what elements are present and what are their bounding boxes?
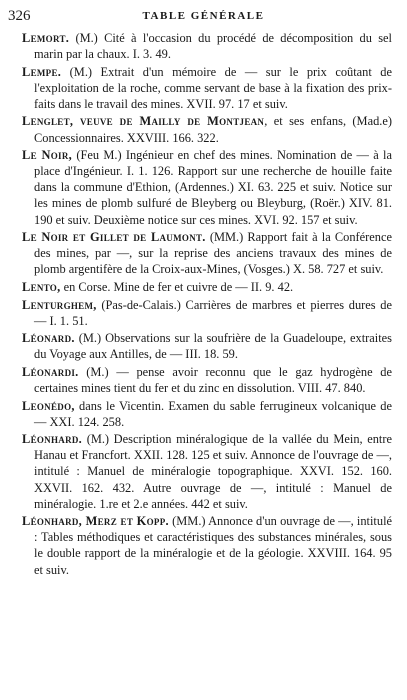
index-entry (22, 513, 392, 577)
entry-text: (MM.) Rapport fait à la Conférence des mines, par —, sur la reprise des anciens travaux des mines de plomb argentifère de la Croix-aux-Mines, (Vosges.) X. 58. 727 et suiv. (34, 230, 392, 277)
index-entry (22, 297, 392, 329)
entry-heading: Lempe. (22, 64, 62, 79)
entry-heading: Léonard. (22, 331, 75, 346)
entry-heading: Lenturghem, (22, 297, 97, 312)
index-entry (22, 431, 392, 511)
index-entry (22, 229, 392, 277)
index-entry (22, 113, 392, 145)
entry-text: dans le Vicentin. Examen du sable ferrugineux volcanique de — XXI. 124. 258. (34, 398, 392, 429)
page-number: 326 (8, 8, 31, 24)
entry-text: (M.) — pense avoir reconnu que le gaz hydrogène de certaines mines tient du fer et du zinc en dissolution. VIII. 47. 840. (34, 364, 392, 395)
entry-text: (MM.) Annonce d'un ouvrage de —, intitulé : Tables méthodiques et caractéristiques des substances minérales, sous le double rapport de la minéralogie et de la géologie. XXVIII. 164. 95 et suiv. (34, 514, 393, 577)
entry-text: (M.) Extrait d'un mémoire de — sur le prix coûtant de l'exploitation de la roche, comme servant de base à la fixation des prix-faits dans le travail des mines. XVII. 97. 17 et suiv. (34, 64, 392, 111)
index-entry (22, 30, 392, 62)
index-entry (22, 398, 392, 430)
page-header (0, 0, 407, 28)
index-entries (22, 30, 392, 579)
index-entry (22, 147, 392, 227)
index-entry (22, 364, 392, 396)
entry-text: (M.) Observations sur la soufrière de la Guadeloupe, extraites du Voyage aux Antilles, de — III. 18. 59. (34, 331, 392, 362)
entry-heading: Léonhard, Merz et Kopp. (22, 514, 169, 529)
entry-text: en Corse. Mine de fer et cuivre de — II. 9. 42. (60, 279, 294, 294)
running-title: TABLE GÉNÉRALE (142, 10, 265, 22)
entry-heading: Léonardi. (22, 364, 79, 379)
entry-text: (Feu M.) Ingénieur en chef des mines. Nomination de — à la place d'Ingénieur. I. 1. 126. Rapport sur une recherche de houille faite dans la commune d'Ethion, (Ardennes.) XI. 63. 225 et suiv. Notice sur les mines de plomb sulfuré de Bleyberg ou Bleyburg, (Roër.) XIV. 81. 190 et suiv. Deuxième notice sur ces mines. XVI. 92. 157 et suiv. (34, 148, 392, 227)
entry-text: (M.) Cité à l'occasion du procédé de décomposition du sel marin par la chaux. I. 3. 49. (34, 31, 392, 62)
entry-heading: Lenglet, veuve de Mailly de Montjean (22, 114, 265, 129)
entry-heading: Lemort. (22, 31, 70, 45)
entry-text: , et ses enfans, (Mad.e) Concessionnaires. XXVIII. 166. 322. (34, 114, 392, 145)
index-entry (22, 330, 392, 362)
entry-text: (Pas-de-Calais.) Carrières de marbres et pierres dures de — I. 1. 51. (34, 297, 392, 328)
index-entry (22, 64, 392, 112)
entry-heading: Lento, (22, 279, 61, 294)
index-entry (22, 279, 392, 295)
entry-heading: Le Noir et Gillet de Laumont. (22, 230, 206, 245)
entry-text: (M.) Description minéralogique de la vallée du Mein, entre Hanau et Francfort. XXII. 128. 125 et suiv. Annonce de l'ouvrage de —, intitulé : Manuel de minéralogie topographique. XXVI. 152. 160. XXVII. 162. 432. Autre ouvrage de —, intitulé : Manuel de minéralogie. 1.re et 2.e années. 442 et suiv. (34, 432, 392, 511)
entry-heading: Léonhard. (22, 432, 83, 447)
entry-heading: Le Noir, (22, 148, 73, 163)
entry-heading: Leonédo, (22, 398, 75, 413)
